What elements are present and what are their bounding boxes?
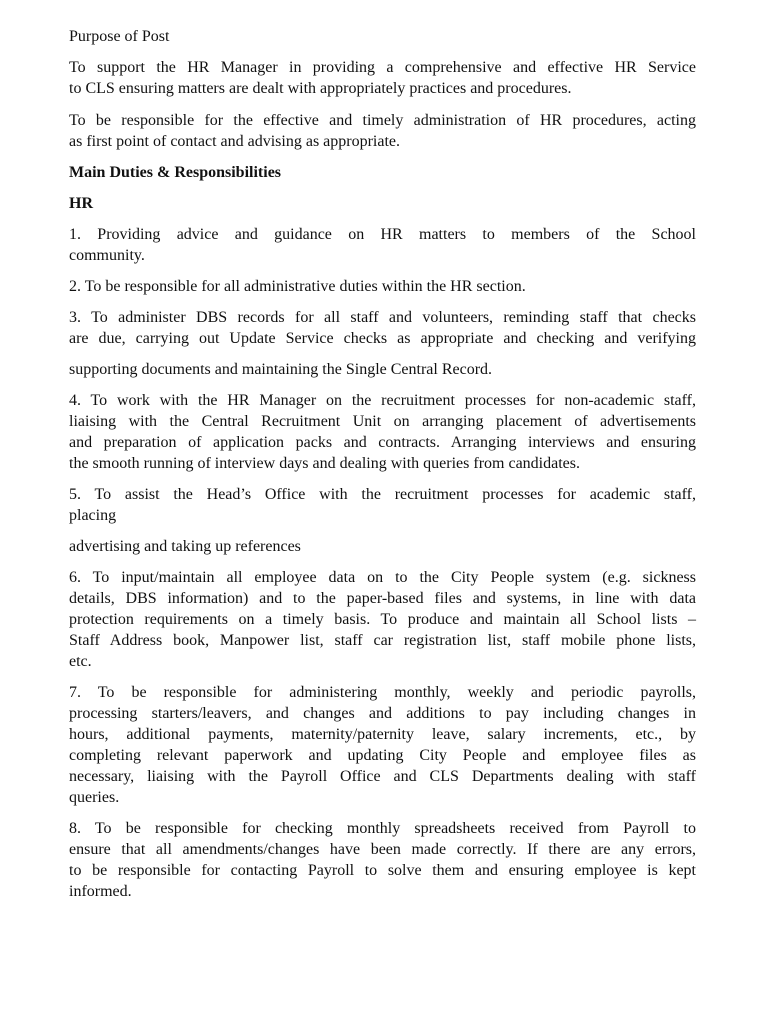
item-1-line-1: 1. Providing advice and guidance on HR matters to members of the School xyxy=(69,226,696,243)
item-7-line-6: queries. xyxy=(69,789,120,806)
purpose-paragraph-1-line-1: To support the HR Manager in providing a comprehensive and effective HR Service xyxy=(69,59,696,76)
item-5-line-2: placing xyxy=(69,507,117,524)
item-2-line-1: 2. To be responsible for all administrative duties within the HR section. xyxy=(69,278,526,295)
item-4-line-3: and preparation of application packs and contracts. Arranging interviews and ensuring xyxy=(69,434,696,451)
item-6-line-2: details, DBS information) and to the paper-based files and systems, in line with data xyxy=(69,590,696,607)
hr-heading: HR xyxy=(69,195,93,212)
item-3-line-1: 3. To administer DBS records for all staff and volunteers, reminding staff that checks xyxy=(69,309,696,326)
item-4-line-1: 4. To work with the HR Manager on the recruitment processes for non-academic staff, xyxy=(69,392,696,409)
item-3-continuation: supporting documents and maintaining the Single Central Record. xyxy=(69,361,493,378)
item-4-line-2: liaising with the Central Recruitment Unit on arranging placement of advertisements xyxy=(69,413,696,430)
main-duties-heading: Main Duties & Responsibilities xyxy=(69,164,282,181)
item-8-line-4: informed. xyxy=(69,883,132,900)
item-7-line-2: processing starters/leavers, and changes and additions to pay including changes in xyxy=(69,705,696,722)
item-5-continuation: advertising and taking up references xyxy=(69,538,301,555)
item-6-line-1: 6. To input/maintain all employee data on to the City People system (e.g. sickness xyxy=(69,569,696,586)
item-5-line-1: 5. To assist the Head’s Office with the recruitment processes for academic staff, xyxy=(69,486,696,503)
item-7-line-4: completing relevant paperwork and updating City People and employee files as xyxy=(69,747,696,764)
item-6-line-3: protection requirements on a timely basis. To produce and maintain all School lists – xyxy=(69,611,696,628)
item-8-line-1: 8. To be responsible for checking monthly spreadsheets received from Payroll to xyxy=(69,820,696,837)
item-7-line-3: hours, additional payments, maternity/paternity leave, salary increments, etc., by xyxy=(69,726,696,743)
item-3-line-2: are due, carrying out Update Service checks as appropriate and checking and verifying xyxy=(69,330,696,347)
item-7-line-5: necessary, liaising with the Payroll Office and CLS Departments dealing with staff xyxy=(69,768,696,785)
item-1-line-2: community. xyxy=(69,247,145,264)
item-6-line-5: etc. xyxy=(69,653,92,670)
purpose-paragraph-2-line-1: To be responsible for the effective and timely administration of HR procedures, acting xyxy=(69,112,696,129)
purpose-paragraph-2-line-2: as first point of contact and advising as appropriate. xyxy=(69,133,401,150)
item-7-line-1: 7. To be responsible for administering monthly, weekly and periodic payrolls, xyxy=(69,684,696,701)
item-8-line-2: ensure that all amendments/changes have been made correctly. If there are any errors, xyxy=(69,841,696,858)
item-6-line-4: Staff Address book, Manpower list, staff car registration list, staff mobile phone lists, xyxy=(69,632,696,649)
purpose-heading: Purpose of Post xyxy=(69,28,170,45)
item-4-line-4: the smooth running of interview days and dealing with queries from candidates. xyxy=(69,455,580,472)
item-8-line-3: to be responsible for contacting Payroll to solve them and ensuring employee is kept xyxy=(69,862,696,879)
purpose-paragraph-1-line-2: to CLS ensuring matters are dealt with appropriately practices and procedures. xyxy=(69,80,572,97)
